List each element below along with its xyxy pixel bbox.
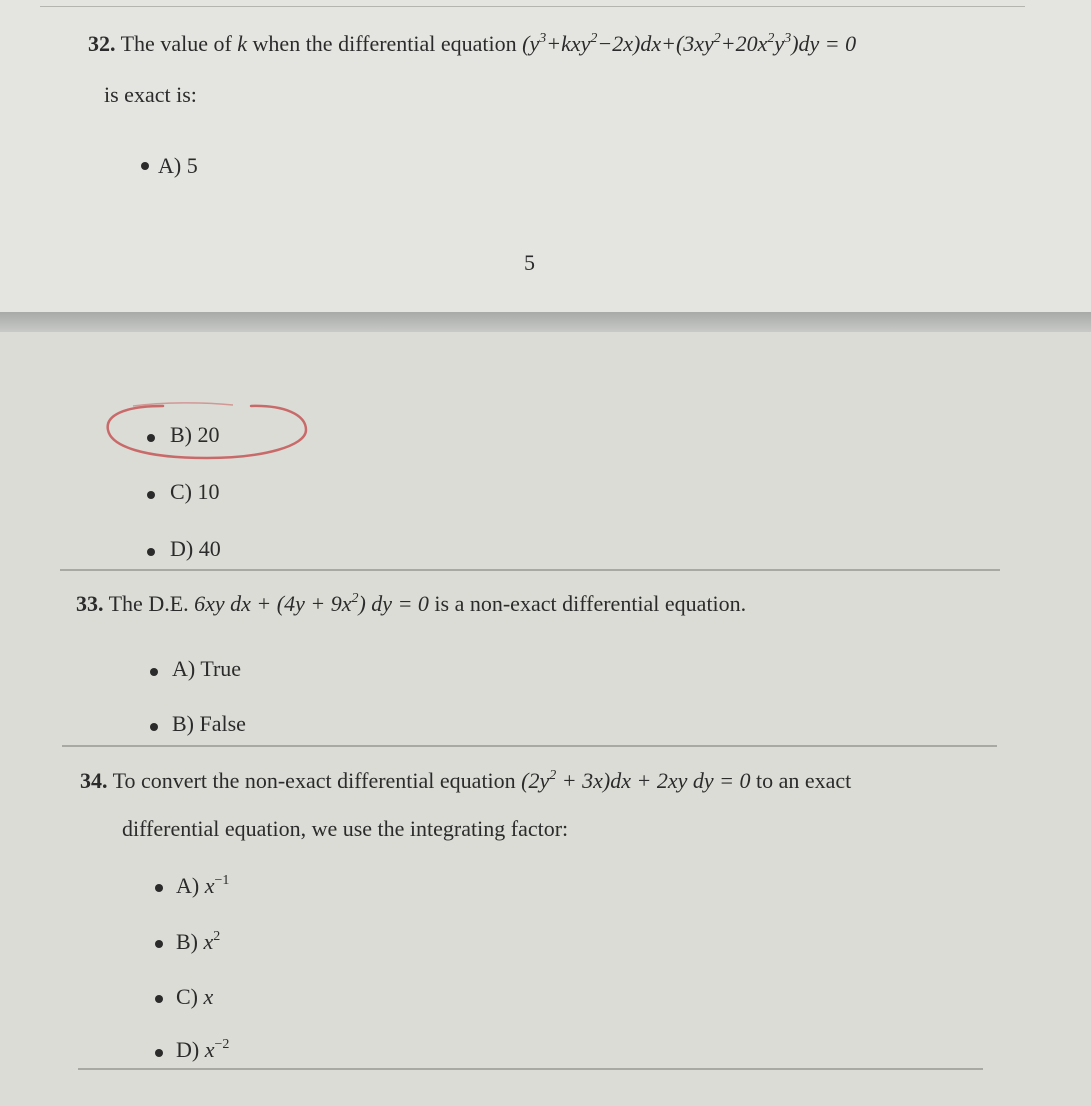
bullet-icon (150, 723, 158, 731)
q33-text-after: is a non-exact differential equation. (434, 591, 747, 616)
q34-option-b-base: x (203, 929, 214, 954)
q32-handwritten-answer: 5 (524, 250, 535, 275)
q34-option-c-base: x (203, 984, 214, 1009)
divider (78, 1068, 983, 1070)
bullet-icon (155, 995, 163, 1003)
q32-option-c[interactable]: C) 10 (170, 479, 220, 504)
q34-stem (80, 767, 851, 795)
q32-option-a[interactable]: A) 5 (158, 153, 198, 178)
q34-option-b[interactable] (176, 928, 220, 956)
bullet-icon (155, 884, 163, 892)
q34-option-a-base: x (204, 873, 215, 898)
bullet-icon (150, 668, 158, 676)
q34-option-a-prefix: A) (176, 873, 200, 898)
bullet-icon (147, 548, 155, 556)
q32-option-d[interactable]: D) 40 (170, 536, 221, 561)
q32-number: 32. (88, 31, 116, 56)
q32-stem-line2: is exact is: (104, 82, 197, 107)
q33-text-before: The D.E. (108, 591, 189, 616)
q34-option-c-prefix: C) (176, 984, 198, 1009)
page-fold-band (0, 312, 1091, 332)
q34-text-after: to an exact (755, 768, 852, 793)
bullet-icon (155, 1049, 163, 1057)
q34-number: 34. (80, 768, 108, 793)
q32-stem (88, 30, 856, 58)
q32-k: k (237, 31, 248, 56)
divider (62, 745, 997, 747)
q34-option-a-exp: −1 (214, 873, 230, 888)
q34-option-b-exp: 2 (213, 929, 221, 944)
q33-number: 33. (76, 591, 104, 616)
q33-option-a[interactable]: A) True (172, 656, 242, 681)
q34-option-d-base: x (204, 1037, 215, 1062)
bullet-icon (147, 491, 155, 499)
bullet-icon (155, 940, 163, 948)
q32-option-b[interactable]: B) 20 (170, 422, 220, 447)
bullet-icon (141, 162, 149, 170)
bullet-icon (147, 434, 155, 442)
q32-text-mid: when the differential equation (252, 31, 517, 56)
q34-option-c[interactable] (176, 983, 213, 1011)
q34-equation: $(2y^2 + 3x)dx + 2xy$ dy = 0 (521, 768, 751, 793)
q34-option-d-exp: −2 (214, 1037, 230, 1052)
q34-option-d-prefix: D) (176, 1037, 200, 1062)
q34-option-b-prefix: B) (176, 929, 198, 954)
q34-text-before: To convert the non-exact differential equation (112, 768, 516, 793)
q34-option-a[interactable] (176, 872, 229, 900)
q32-equation: $(y^3+kxy^2-2x)dx+(3xy^2+20x^2y^3)dy = 0$ (522, 31, 857, 56)
q32-text-before: The value of (120, 31, 232, 56)
top-divider (40, 6, 1025, 7)
q33-option-b[interactable]: B) False (172, 711, 246, 736)
divider (60, 569, 1000, 571)
q33-equation: 6xy dx + $(4y + 9x^2)$ dy = 0 (194, 591, 429, 616)
q34-option-d[interactable] (176, 1036, 229, 1064)
q34-stem-line2: differential equation, we use the integrating factor: (122, 816, 569, 841)
q33-stem (76, 590, 746, 618)
